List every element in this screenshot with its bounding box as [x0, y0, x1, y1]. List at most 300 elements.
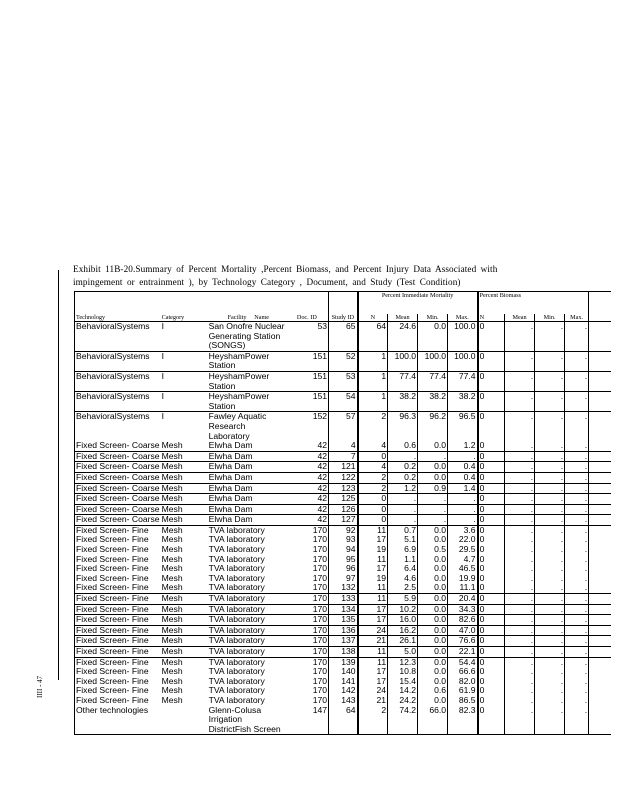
table-edge-cell	[589, 636, 611, 647]
table-row	[75, 615, 611, 626]
facility-cell: Elwha Dam	[208, 494, 286, 505]
table-edge-cell	[589, 535, 611, 545]
doc-id-cell: 147	[286, 706, 329, 735]
biomass-n-cell: 0	[478, 504, 505, 515]
table-edge-cell	[589, 371, 611, 391]
mean-cell: 26.1	[388, 636, 418, 647]
summary-table	[74, 291, 611, 735]
table-edge-cell	[589, 451, 611, 462]
study-id-cell: 126	[329, 504, 358, 515]
table-edge-cell	[589, 706, 611, 735]
facility-cell: TVA laboratory	[208, 615, 286, 626]
doc-id-cell: 170	[312, 545, 328, 555]
study-id-cell: 133	[329, 594, 358, 605]
table-row	[75, 706, 611, 735]
biomass-min-cell: .	[535, 667, 565, 677]
doc-id-cell: 170	[312, 573, 328, 583]
biomass-n-cell: 0	[478, 555, 505, 565]
mean-cell: 4.6	[388, 574, 418, 584]
biomass-max-cell: .	[565, 647, 589, 658]
n-cell: 0	[358, 504, 388, 515]
category-cell: Mesh	[161, 472, 208, 483]
category-cell: I	[161, 321, 164, 331]
max-cell: 66.6	[448, 667, 478, 677]
max-cell: 22.0	[448, 535, 478, 545]
n-cell: 19	[358, 545, 388, 555]
biomass-max-cell: .	[565, 472, 589, 483]
n-cell: 17	[358, 677, 388, 687]
n-cell: 17	[358, 604, 388, 615]
biomass-n-cell: 0	[478, 545, 505, 555]
biomass-n-cell: 0	[478, 706, 505, 735]
study-id-cell: 134	[329, 604, 358, 615]
table-edge-cell	[589, 351, 611, 371]
technology-cell: Fixed Screen- Coarse	[76, 461, 160, 472]
mean-cell: 12.3	[388, 657, 418, 667]
facility-cell: TVA laboratory	[208, 573, 265, 583]
biomass-max-cell: .	[565, 555, 589, 565]
min-cell: 66.0	[418, 706, 448, 735]
min-cell: 0.0	[418, 615, 448, 626]
facility-cell: Glenn-Colusa Irrigation DistrictFish Screen	[208, 706, 286, 735]
table-row	[75, 545, 611, 555]
table-row	[75, 564, 611, 574]
table-row	[75, 504, 611, 515]
n-cell: 64	[358, 322, 388, 352]
table-row	[75, 647, 611, 658]
study-id-cell: 96	[329, 564, 358, 574]
biomass-n-cell: 0	[478, 535, 505, 545]
min-cell: 0.0	[418, 636, 448, 647]
biomass-mean-cell: .	[505, 451, 535, 462]
mean-cell: 38.2	[388, 392, 418, 412]
doc-id-cell: 170	[312, 667, 328, 677]
category-cell: Mesh	[161, 647, 208, 658]
mean-cell: 24.6	[388, 322, 418, 352]
min-cell: 0.0	[418, 583, 448, 593]
exhibit-caption	[73, 263, 618, 289]
n-cell: 17	[358, 535, 388, 545]
doc-id-cell: 152	[286, 412, 329, 441]
min-cell: 0.0	[418, 472, 448, 483]
table-row	[75, 583, 611, 593]
doc-id-cell: 42	[286, 451, 329, 462]
study-id-cell: 92	[329, 525, 358, 535]
study-id-cell: 135	[329, 615, 358, 626]
biomass-min-cell: .	[535, 412, 565, 441]
facility-cell: TVA laboratory	[208, 636, 286, 647]
biomass-n-cell: 0	[478, 647, 505, 658]
min-cell: 0.0	[418, 604, 448, 615]
biomass-n-cell: 0	[478, 594, 505, 605]
category-cell: Mesh	[161, 535, 183, 545]
biomass-mean-cell: .	[505, 696, 535, 706]
table-row	[75, 525, 611, 535]
doc-id-cell: 170	[286, 625, 329, 636]
biomass-mean-cell: .	[505, 515, 535, 526]
technology-cell: Fixed Screen- Fine	[75, 647, 161, 658]
max-cell: 100.0	[448, 322, 478, 352]
col-biomass-max: Max.	[565, 314, 589, 322]
caption-line-1: Exhibit 11B-20.Summary of Percent Mortality ,Percent Biomass, and Percent Injury Data Associated with	[73, 264, 498, 274]
max-cell: 100.0	[448, 351, 478, 371]
min-cell: 0.0	[418, 696, 448, 706]
facility-cell: Elwha Dam	[208, 441, 253, 451]
min-cell: 0.0	[418, 657, 448, 667]
table-edge-cell	[589, 574, 611, 584]
biomass-max-cell: .	[565, 677, 589, 687]
biomass-mean-cell: .	[505, 686, 535, 696]
biomass-max-cell: .	[565, 657, 589, 667]
mean-cell: 10.2	[388, 604, 418, 615]
technology-cell: Fixed Screen- Fine	[75, 615, 161, 626]
technology-cell: Fixed Screen- Fine	[75, 545, 161, 555]
biomass-n-cell: 0	[478, 636, 505, 647]
biomass-n-cell: 0	[478, 392, 505, 412]
biomass-max-cell: .	[565, 322, 589, 352]
min-cell: 0.0	[418, 535, 448, 545]
col-name: Name	[254, 314, 270, 321]
n-cell: 11	[358, 594, 388, 605]
mean-cell: 15.4	[388, 677, 418, 687]
max-cell: 22.1	[448, 647, 478, 658]
biomass-min-cell: .	[535, 574, 565, 584]
max-cell: 82.0	[448, 677, 478, 687]
biomass-n-cell: 0	[478, 515, 505, 526]
facility-cell: TVA laboratory	[208, 564, 265, 574]
table-row	[75, 535, 611, 545]
category-cell: Mesh	[161, 462, 208, 473]
biomass-min-cell: .	[535, 462, 565, 473]
min-cell: .	[418, 494, 448, 505]
min-cell: 0.0	[418, 322, 448, 352]
category-cell: Mesh	[161, 583, 183, 593]
biomass-max-cell: .	[565, 525, 589, 535]
biomass-min-cell: .	[535, 371, 565, 391]
biomass-mean-cell: .	[505, 545, 535, 555]
doc-id-cell: 151	[286, 371, 329, 391]
biomass-mean-cell: .	[505, 636, 535, 647]
n-cell: 4	[358, 462, 388, 473]
table-edge-cell	[589, 525, 611, 535]
category-cell: Mesh	[161, 564, 183, 574]
table-edge-cell	[589, 545, 611, 555]
biomass-n-cell: 0	[478, 351, 505, 371]
biomass-mean-cell: .	[505, 625, 535, 636]
doc-id-cell: 42	[286, 462, 329, 473]
mortality-group-header: Percent Immediate Mortality	[358, 292, 478, 315]
facility-cell: San Onofre Nuclear Generating Station (SONGS)	[208, 321, 285, 351]
biomass-min-cell: .	[535, 555, 565, 565]
biomass-min-cell: .	[535, 525, 565, 535]
max-cell: 86.5	[448, 696, 478, 706]
biomass-mean-cell: .	[505, 574, 535, 584]
facility-cell: TVA laboratory	[208, 647, 286, 658]
max-cell: 77.4	[448, 371, 478, 391]
max-cell: .	[448, 504, 478, 515]
category-cell: Mesh	[161, 525, 208, 535]
table-row	[75, 451, 611, 462]
study-id-cell: 125	[329, 494, 358, 505]
technology-cell: Fixed Screen- Fine	[75, 594, 161, 605]
min-cell: 0.0	[418, 462, 448, 473]
max-cell: 96.5	[448, 412, 478, 441]
technology-cell: Fixed Screen- Fine	[75, 677, 161, 687]
mean-cell: 5.9	[388, 594, 418, 605]
biomass-mean-cell: .	[505, 594, 535, 605]
facility-cell: TVA laboratory	[208, 695, 265, 705]
facility-cell: TVA laboratory	[208, 545, 265, 555]
technology-cell: Fixed Screen- Fine	[75, 667, 161, 677]
table-edge-cell	[589, 657, 611, 667]
table-row	[75, 686, 611, 696]
facility-cell: TVA laboratory	[208, 676, 265, 686]
mean-cell: 10.8	[388, 667, 418, 677]
table-row	[75, 636, 611, 647]
min-cell: 0.0	[418, 555, 448, 565]
facility-cell: HeyshamPower Station	[208, 371, 286, 391]
biomass-max-cell: .	[565, 564, 589, 574]
technology-cell: Fixed Screen- Fine	[75, 583, 161, 593]
biomass-n-cell: 0	[478, 625, 505, 636]
biomass-n-cell: 0	[478, 615, 505, 626]
study-id-cell: 132	[329, 583, 358, 593]
biomass-max-cell: .	[565, 535, 589, 545]
max-cell: 11.1	[448, 583, 478, 593]
study-id-cell: 139	[329, 657, 358, 667]
max-cell: 82.6	[448, 615, 478, 626]
technology-cell: Fixed Screen- Fine	[75, 555, 161, 565]
min-cell: .	[418, 504, 448, 515]
technology-cell: Fixed Screen- Coarse	[76, 483, 160, 493]
margin-rule	[58, 270, 59, 680]
category-cell: Mesh	[161, 594, 208, 605]
table-row	[75, 515, 611, 526]
table-row	[75, 494, 611, 505]
table-row	[75, 472, 611, 483]
biomass-mean-cell: .	[505, 441, 535, 451]
technology-cell: Fixed Screen- Fine	[75, 604, 161, 615]
technology-cell: Fixed Screen- Coarse	[76, 504, 160, 514]
min-cell: 38.2	[418, 392, 448, 412]
category-cell: Mesh	[161, 504, 208, 515]
table-row	[75, 483, 611, 494]
min-cell: 0.0	[418, 667, 448, 677]
category-cell: Mesh	[161, 483, 208, 494]
biomass-max-cell: .	[565, 636, 589, 647]
n-cell: 11	[358, 555, 388, 565]
n-cell: 1	[358, 351, 388, 371]
study-id-cell: 143	[329, 696, 358, 706]
n-cell: 2	[358, 472, 388, 483]
biomass-mean-cell: .	[505, 647, 535, 658]
biomass-min-cell: .	[535, 604, 565, 615]
mean-cell: 24.2	[388, 696, 418, 706]
n-cell: 17	[358, 667, 388, 677]
col-biomass-mean: Mean	[505, 314, 535, 322]
study-id-cell: 140	[329, 667, 358, 677]
biomass-mean-cell: .	[505, 657, 535, 667]
facility-cell: Fawley Aquatic Research Laboratory	[208, 412, 286, 441]
n-cell: 1	[358, 371, 388, 391]
study-id-cell: 52	[329, 351, 358, 371]
biomass-n-cell: 0	[478, 472, 505, 483]
biomass-mean-cell: .	[505, 583, 535, 593]
biomass-max-cell: .	[565, 706, 589, 735]
col-n: N	[358, 314, 388, 322]
table-row	[75, 392, 611, 412]
table-row	[75, 594, 611, 605]
doc-id-cell: 170	[312, 695, 328, 705]
mean-cell: 0.6	[388, 441, 418, 451]
table-row	[75, 677, 611, 687]
category-cell: Mesh	[161, 676, 183, 686]
technology-cell: Fixed Screen- Fine	[75, 686, 161, 696]
table-edge-cell	[589, 583, 611, 593]
max-cell: 0.4	[448, 472, 478, 483]
doc-id-cell: 170	[286, 657, 329, 667]
table-edge-cell	[589, 564, 611, 574]
table-row	[75, 462, 611, 473]
table-row	[75, 412, 611, 441]
table-edge-cell	[589, 696, 611, 706]
mean-cell: 14.2	[388, 686, 418, 696]
study-id-cell: 94	[329, 545, 358, 555]
biomass-min-cell: .	[535, 483, 565, 494]
biomass-min-cell: .	[535, 657, 565, 667]
table-edge-cell	[589, 555, 611, 565]
max-cell: 19.9	[448, 574, 478, 584]
facility-cell: TVA laboratory	[208, 535, 265, 545]
biomass-max-cell: .	[565, 696, 589, 706]
biomass-max-cell: .	[565, 667, 589, 677]
n-cell: 24	[358, 625, 388, 636]
biomass-max-cell: .	[565, 625, 589, 636]
table-edge-cell	[589, 412, 611, 441]
max-cell: .	[448, 451, 478, 462]
biomass-min-cell: .	[535, 392, 565, 412]
biomass-max-cell: .	[565, 574, 589, 584]
col-technology: Technology	[76, 314, 106, 321]
biomass-max-cell: .	[565, 515, 589, 526]
biomass-group-header: Percent Biomass	[478, 292, 589, 315]
doc-id-cell: 151	[286, 392, 329, 412]
mean-cell: 77.4	[388, 371, 418, 391]
n-cell: 0	[358, 515, 388, 526]
facility-cell: Elwha Dam	[208, 462, 286, 473]
biomass-min-cell: .	[535, 615, 565, 626]
technology-cell: BehavioralSystems	[75, 322, 161, 352]
facility-cell: TVA laboratory	[208, 525, 286, 535]
biomass-mean-cell: .	[505, 525, 535, 535]
category-cell: Mesh	[161, 573, 183, 583]
facility-cell: TVA laboratory	[208, 604, 286, 615]
biomass-min-cell: .	[535, 594, 565, 605]
col-study-id: Study ID	[329, 314, 358, 322]
biomass-n-cell: 0	[478, 451, 505, 462]
n-cell: 17	[358, 615, 388, 626]
biomass-n-cell: 0	[478, 371, 505, 391]
study-id-cell: 121	[329, 462, 358, 473]
max-cell: 54.4	[448, 657, 478, 667]
min-cell: 100.0	[418, 351, 448, 371]
biomass-n-cell: 0	[478, 686, 505, 696]
mean-cell: .	[388, 515, 418, 526]
biomass-mean-cell: .	[505, 667, 535, 677]
category-cell: Mesh	[161, 657, 208, 667]
col-facility: Facility	[227, 314, 247, 321]
biomass-n-cell: 0	[478, 525, 505, 535]
biomass-mean-cell: .	[505, 604, 535, 615]
table-row	[75, 696, 611, 706]
facility-cell: TVA laboratory	[208, 657, 286, 667]
biomass-n-cell: 0	[478, 564, 505, 574]
min-cell: 0.0	[418, 594, 448, 605]
doc-id-cell: 42	[286, 515, 329, 526]
biomass-mean-cell: .	[505, 472, 535, 483]
biomass-min-cell: .	[535, 564, 565, 574]
category-cell: Mesh	[161, 667, 183, 677]
technology-cell: Fixed Screen- Fine	[75, 564, 161, 574]
biomass-min-cell: .	[535, 504, 565, 515]
n-cell: 21	[358, 636, 388, 647]
facility-cell: TVA laboratory	[208, 583, 265, 593]
biomass-mean-cell: .	[505, 564, 535, 574]
technology-cell: Fixed Screen- Coarse	[76, 441, 160, 451]
biomass-n-cell: 0	[478, 696, 505, 706]
biomass-mean-cell: .	[505, 615, 535, 626]
doc-id-cell: 170	[286, 615, 329, 626]
facility-cell: HeyshamPower Station	[208, 351, 286, 371]
n-cell: 0	[358, 494, 388, 505]
table-row	[75, 322, 611, 352]
table-row	[75, 351, 611, 371]
min-cell: 0.0	[418, 441, 448, 451]
table-edge-cell	[589, 322, 611, 352]
biomass-min-cell: .	[535, 625, 565, 636]
min-cell: 0.6	[418, 686, 448, 696]
technology-cell: Fixed Screen- Fine	[75, 696, 161, 706]
doc-id-cell: 170	[312, 676, 328, 686]
header-group-row	[75, 292, 611, 315]
table-edge-cell	[589, 472, 611, 483]
max-cell: 61.9	[448, 686, 478, 696]
facility-cell: TVA laboratory	[208, 667, 265, 677]
technology-cell: Other technologies	[75, 706, 161, 735]
technology-cell: Fixed Screen- Fine	[75, 574, 161, 584]
category-cell: Mesh	[161, 615, 208, 626]
mean-cell: 100.0	[388, 351, 418, 371]
table-edge-cell	[589, 677, 611, 687]
page-number: IIII - 47	[36, 675, 44, 698]
doc-id-cell: 170	[312, 564, 328, 574]
max-cell: 38.2	[448, 392, 478, 412]
n-cell: 21	[358, 696, 388, 706]
n-cell: 24	[358, 686, 388, 696]
max-cell: 76.6	[448, 636, 478, 647]
category-cell: Mesh	[161, 441, 183, 451]
biomass-min-cell: .	[535, 494, 565, 505]
mean-cell: 0.7	[388, 525, 418, 535]
min-cell: 0.0	[418, 525, 448, 535]
min-cell: 0.0	[418, 574, 448, 584]
biomass-min-cell: .	[535, 677, 565, 687]
mean-cell: 74.2	[388, 706, 418, 735]
table-row	[75, 625, 611, 636]
biomass-max-cell: .	[565, 504, 589, 515]
biomass-n-cell: 0	[478, 657, 505, 667]
max-cell: 1.4	[448, 483, 478, 494]
